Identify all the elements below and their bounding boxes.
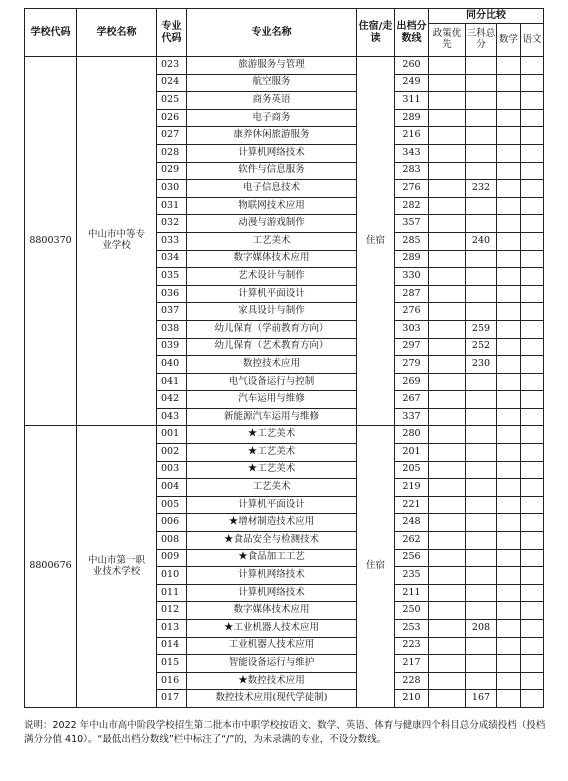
major-name-cell: 商务英语 (187, 92, 357, 110)
policy-priority-cell (429, 444, 466, 462)
min-score-cell: 211 (395, 584, 429, 602)
boarding-cell: 住宿 (357, 426, 395, 708)
major-name-cell: 物联网技术应用 (187, 197, 357, 215)
math-cell (497, 532, 521, 550)
math-cell (497, 356, 521, 374)
three-total-cell: 240 (466, 232, 497, 250)
major-name-cell: 航空服务 (187, 74, 357, 92)
math-cell (497, 215, 521, 233)
three-total-cell (466, 408, 497, 426)
min-score-cell: 223 (395, 637, 429, 655)
major-code-cell: 016 (157, 672, 187, 690)
chinese-cell (521, 637, 544, 655)
policy-priority-cell (429, 461, 466, 479)
admission-score-table (24, 8, 544, 708)
math-cell (497, 496, 521, 514)
chinese-cell (521, 391, 544, 409)
chinese-cell (521, 373, 544, 391)
header-school-name: 学校名称 (77, 9, 157, 57)
math-cell (497, 549, 521, 567)
chinese-cell (521, 215, 544, 233)
major-name-cell: 动漫与游戏制作 (187, 215, 357, 233)
chinese-cell (521, 109, 544, 127)
header-boarding: 住宿/走读 (357, 9, 395, 57)
three-total-cell (466, 268, 497, 286)
major-name-cell: 计算机平面设计 (187, 285, 357, 303)
policy-priority-cell (429, 690, 466, 708)
major-name-cell: 家具设计与制作 (187, 303, 357, 321)
three-total-cell: 259 (466, 320, 497, 338)
header-school-code: 学校代码 (25, 9, 77, 57)
math-cell (497, 620, 521, 638)
three-total-cell (466, 637, 497, 655)
min-score-cell: 289 (395, 250, 429, 268)
min-score-cell: 217 (395, 655, 429, 673)
major-code-cell: 017 (157, 690, 187, 708)
major-code-cell: 011 (157, 584, 187, 602)
chinese-cell (521, 461, 544, 479)
math-cell (497, 655, 521, 673)
major-code-cell: 004 (157, 479, 187, 497)
three-total-cell (466, 74, 497, 92)
math-cell (497, 74, 521, 92)
math-cell (497, 285, 521, 303)
policy-priority-cell (429, 338, 466, 356)
policy-priority-cell (429, 74, 466, 92)
min-score-cell: 201 (395, 444, 429, 462)
chinese-cell (521, 514, 544, 532)
math-cell (497, 690, 521, 708)
three-total-cell: 167 (466, 690, 497, 708)
major-name-cell: 数字媒体技术应用 (187, 250, 357, 268)
three-total-cell (466, 602, 497, 620)
chinese-cell (521, 268, 544, 286)
policy-priority-cell (429, 602, 466, 620)
min-score-cell: 343 (395, 144, 429, 162)
policy-priority-cell (429, 514, 466, 532)
major-name-cell: 计算机网络技术 (187, 584, 357, 602)
three-total-cell (466, 479, 497, 497)
major-code-cell: 010 (157, 567, 187, 585)
three-total-cell (466, 672, 497, 690)
chinese-cell (521, 356, 544, 374)
major-code-cell: 038 (157, 320, 187, 338)
min-score-cell: 311 (395, 92, 429, 110)
min-score-cell: 250 (395, 602, 429, 620)
school-code-cell: 8800676 (25, 426, 77, 708)
major-name-cell: ★增材制造技术应用 (187, 514, 357, 532)
major-code-cell: 012 (157, 602, 187, 620)
min-score-cell: 279 (395, 356, 429, 374)
policy-priority-cell (429, 584, 466, 602)
math-cell (497, 232, 521, 250)
min-score-cell: 205 (395, 461, 429, 479)
major-code-cell: 030 (157, 180, 187, 198)
min-score-cell: 262 (395, 532, 429, 550)
math-cell (497, 444, 521, 462)
three-total-cell (466, 285, 497, 303)
math-cell (497, 144, 521, 162)
policy-priority-cell (429, 620, 466, 638)
major-name-cell: 康养休闲旅游服务 (187, 127, 357, 145)
math-cell (497, 303, 521, 321)
min-score-cell: 276 (395, 180, 429, 198)
major-code-cell: 023 (157, 57, 187, 75)
policy-priority-cell (429, 109, 466, 127)
chinese-cell (521, 74, 544, 92)
chinese-cell (521, 320, 544, 338)
min-score-cell: 287 (395, 285, 429, 303)
major-code-cell: 029 (157, 162, 187, 180)
min-score-cell: 285 (395, 232, 429, 250)
major-name-cell: 电子信息技术 (187, 180, 357, 198)
chinese-cell (521, 250, 544, 268)
math-cell (497, 127, 521, 145)
major-name-cell: 计算机网络技术 (187, 567, 357, 585)
math-cell (497, 197, 521, 215)
min-score-cell: 289 (395, 109, 429, 127)
chinese-cell (521, 549, 544, 567)
three-total-cell (466, 57, 497, 75)
header-major-name: 专业名称 (187, 9, 357, 57)
major-code-cell: 043 (157, 408, 187, 426)
math-cell (497, 338, 521, 356)
policy-priority-cell (429, 57, 466, 75)
footnote: 说明：2022 年中山市高中阶段学校招生第二批本市中职学校按语文、数学、英语、体育与健康四个科目总分成绩投档（投档满分分值 410）。“最低出档分数线”栏中标注了“/”的，为未录满的专业，不设分数线。 (24, 720, 546, 745)
three-total-cell (466, 567, 497, 585)
major-name-cell: 新能源汽车运用与维修 (187, 408, 357, 426)
chinese-cell (521, 408, 544, 426)
major-name-cell: 数控技术应用 (187, 356, 357, 374)
chinese-cell (521, 162, 544, 180)
chinese-cell (521, 620, 544, 638)
three-total-cell (466, 391, 497, 409)
chinese-cell (521, 672, 544, 690)
three-total-cell (466, 92, 497, 110)
three-total-cell (466, 127, 497, 145)
major-name-cell: 幼儿保育（学前教育方向） (187, 320, 357, 338)
major-name-cell: 电气设备运行与控制 (187, 373, 357, 391)
policy-priority-cell (429, 215, 466, 233)
policy-priority-cell (429, 391, 466, 409)
major-code-cell: 025 (157, 92, 187, 110)
chinese-cell (521, 444, 544, 462)
major-name-cell: ★工业机器人技术应用 (187, 620, 357, 638)
min-score-cell: 228 (395, 672, 429, 690)
major-code-cell: 031 (157, 197, 187, 215)
policy-priority-cell (429, 268, 466, 286)
table-row (25, 426, 544, 444)
major-name-cell: ★工艺美术 (187, 461, 357, 479)
major-name-cell: 数控技术应用(现代学徒制) (187, 690, 357, 708)
policy-priority-cell (429, 637, 466, 655)
min-score-cell: 269 (395, 373, 429, 391)
min-score-cell: 219 (395, 479, 429, 497)
min-score-cell: 303 (395, 320, 429, 338)
school-code-cell: 8800370 (25, 57, 77, 426)
major-name-cell: 计算机网络技术 (187, 144, 357, 162)
chinese-cell (521, 92, 544, 110)
math-cell (497, 408, 521, 426)
policy-priority-cell (429, 250, 466, 268)
three-total-cell: 232 (466, 180, 497, 198)
chinese-cell (521, 285, 544, 303)
major-code-cell: 035 (157, 268, 187, 286)
policy-priority-cell (429, 180, 466, 198)
header-min-score: 出档分数线 (395, 9, 429, 57)
math-cell (497, 92, 521, 110)
policy-priority-cell (429, 197, 466, 215)
min-score-cell: 267 (395, 391, 429, 409)
min-score-cell: 260 (395, 57, 429, 75)
min-score-cell: 330 (395, 268, 429, 286)
three-total-cell: 230 (466, 356, 497, 374)
policy-priority-cell (429, 496, 466, 514)
major-code-cell: 034 (157, 250, 187, 268)
math-cell (497, 320, 521, 338)
major-code-cell: 008 (157, 532, 187, 550)
major-code-cell: 036 (157, 285, 187, 303)
math-cell (497, 672, 521, 690)
major-name-cell: 旅游服务与管理 (187, 57, 357, 75)
major-code-cell: 040 (157, 356, 187, 374)
min-score-cell: 248 (395, 514, 429, 532)
major-code-cell: 003 (157, 461, 187, 479)
math-cell (497, 584, 521, 602)
chinese-cell (521, 567, 544, 585)
major-name-cell: 计算机平面设计 (187, 496, 357, 514)
math-cell (497, 268, 521, 286)
three-total-cell (466, 444, 497, 462)
three-total-cell (466, 426, 497, 444)
school-name-cell: 中山市第一职业技术学校 (77, 426, 157, 708)
math-cell (497, 57, 521, 75)
major-code-cell: 009 (157, 549, 187, 567)
policy-priority-cell (429, 127, 466, 145)
chinese-cell (521, 127, 544, 145)
major-code-cell: 014 (157, 637, 187, 655)
admission-table-container (24, 8, 543, 708)
three-total-cell (466, 197, 497, 215)
min-score-cell: 210 (395, 690, 429, 708)
major-code-cell: 015 (157, 655, 187, 673)
major-code-cell: 042 (157, 391, 187, 409)
header-tie-compare: 同分比较 (429, 9, 544, 24)
three-total-cell (466, 532, 497, 550)
policy-priority-cell (429, 92, 466, 110)
policy-priority-cell (429, 320, 466, 338)
three-total-cell: 252 (466, 338, 497, 356)
major-name-cell: ★工艺美术 (187, 426, 357, 444)
chinese-cell (521, 303, 544, 321)
three-total-cell (466, 109, 497, 127)
major-name-cell: 工艺美术 (187, 232, 357, 250)
major-code-cell: 026 (157, 109, 187, 127)
major-name-cell: ★数控技术应用 (187, 672, 357, 690)
major-name-cell: 幼儿保育（艺术教育方向） (187, 338, 357, 356)
three-total-cell (466, 162, 497, 180)
policy-priority-cell (429, 567, 466, 585)
chinese-cell (521, 57, 544, 75)
major-code-cell: 027 (157, 127, 187, 145)
three-total-cell (466, 373, 497, 391)
table-row (25, 57, 544, 75)
major-code-cell: 032 (157, 215, 187, 233)
major-code-cell: 039 (157, 338, 187, 356)
chinese-cell (521, 584, 544, 602)
policy-priority-cell (429, 532, 466, 550)
math-cell (497, 602, 521, 620)
three-total-cell: 208 (466, 620, 497, 638)
major-code-cell: 002 (157, 444, 187, 462)
header-math: 数学 (497, 24, 521, 57)
three-total-cell (466, 514, 497, 532)
policy-priority-cell (429, 479, 466, 497)
table-body (25, 57, 544, 708)
three-total-cell (466, 303, 497, 321)
three-total-cell (466, 144, 497, 162)
three-total-cell (466, 215, 497, 233)
policy-priority-cell (429, 655, 466, 673)
major-name-cell: 艺术设计与制作 (187, 268, 357, 286)
chinese-cell (521, 532, 544, 550)
major-code-cell: 028 (157, 144, 187, 162)
major-name-cell: ★食品加工工艺 (187, 549, 357, 567)
header-chinese: 语文 (521, 24, 544, 57)
chinese-cell (521, 426, 544, 444)
math-cell (497, 180, 521, 198)
math-cell (497, 637, 521, 655)
math-cell (497, 162, 521, 180)
major-name-cell: 工艺美术 (187, 479, 357, 497)
three-total-cell (466, 496, 497, 514)
chinese-cell (521, 180, 544, 198)
major-code-cell: 024 (157, 74, 187, 92)
math-cell (497, 250, 521, 268)
major-code-cell: 006 (157, 514, 187, 532)
policy-priority-cell (429, 672, 466, 690)
policy-priority-cell (429, 303, 466, 321)
math-cell (497, 514, 521, 532)
major-code-cell: 001 (157, 426, 187, 444)
three-total-cell (466, 584, 497, 602)
math-cell (497, 461, 521, 479)
policy-priority-cell (429, 356, 466, 374)
min-score-cell: 221 (395, 496, 429, 514)
major-code-cell: 033 (157, 232, 187, 250)
min-score-cell: 249 (395, 74, 429, 92)
policy-priority-cell (429, 549, 466, 567)
min-score-cell: 357 (395, 215, 429, 233)
min-score-cell: 283 (395, 162, 429, 180)
min-score-cell: 235 (395, 567, 429, 585)
three-total-cell (466, 655, 497, 673)
school-name-cell: 中山市中等专业学校 (77, 57, 157, 426)
major-code-cell: 041 (157, 373, 187, 391)
min-score-cell: 280 (395, 426, 429, 444)
chinese-cell (521, 144, 544, 162)
min-score-cell: 253 (395, 620, 429, 638)
boarding-cell: 住宿 (357, 57, 395, 426)
major-name-cell: 汽车运用与维修 (187, 391, 357, 409)
header-policy-priority: 政策优先 (429, 24, 466, 57)
policy-priority-cell (429, 162, 466, 180)
major-name-cell: 智能设备运行与维护 (187, 655, 357, 673)
math-cell (497, 479, 521, 497)
major-name-cell: 电子商务 (187, 109, 357, 127)
three-total-cell (466, 250, 497, 268)
major-name-cell: 软件与信息服务 (187, 162, 357, 180)
chinese-cell (521, 197, 544, 215)
policy-priority-cell (429, 373, 466, 391)
major-code-cell: 013 (157, 620, 187, 638)
header-major-code: 专业代码 (157, 9, 187, 57)
chinese-cell (521, 655, 544, 673)
math-cell (497, 373, 521, 391)
min-score-cell: 276 (395, 303, 429, 321)
math-cell (497, 567, 521, 585)
major-name-cell: ★食品安全与检测技术 (187, 532, 357, 550)
major-code-cell: 005 (157, 496, 187, 514)
chinese-cell (521, 690, 544, 708)
min-score-cell: 282 (395, 197, 429, 215)
chinese-cell (521, 479, 544, 497)
three-total-cell (466, 549, 497, 567)
chinese-cell (521, 232, 544, 250)
min-score-cell: 297 (395, 338, 429, 356)
math-cell (497, 426, 521, 444)
major-name-cell: 工业机器人技术应用 (187, 637, 357, 655)
table-header (25, 9, 544, 57)
min-score-cell: 216 (395, 127, 429, 145)
header-three-total: 三科总分 (466, 24, 497, 57)
math-cell (497, 391, 521, 409)
three-total-cell (466, 461, 497, 479)
policy-priority-cell (429, 232, 466, 250)
policy-priority-cell (429, 285, 466, 303)
chinese-cell (521, 602, 544, 620)
min-score-cell: 337 (395, 408, 429, 426)
policy-priority-cell (429, 144, 466, 162)
min-score-cell: 256 (395, 549, 429, 567)
major-name-cell: ★工艺美术 (187, 444, 357, 462)
chinese-cell (521, 496, 544, 514)
major-code-cell: 037 (157, 303, 187, 321)
math-cell (497, 109, 521, 127)
major-name-cell: 数字媒体技术应用 (187, 602, 357, 620)
chinese-cell (521, 338, 544, 356)
policy-priority-cell (429, 408, 466, 426)
policy-priority-cell (429, 426, 466, 444)
